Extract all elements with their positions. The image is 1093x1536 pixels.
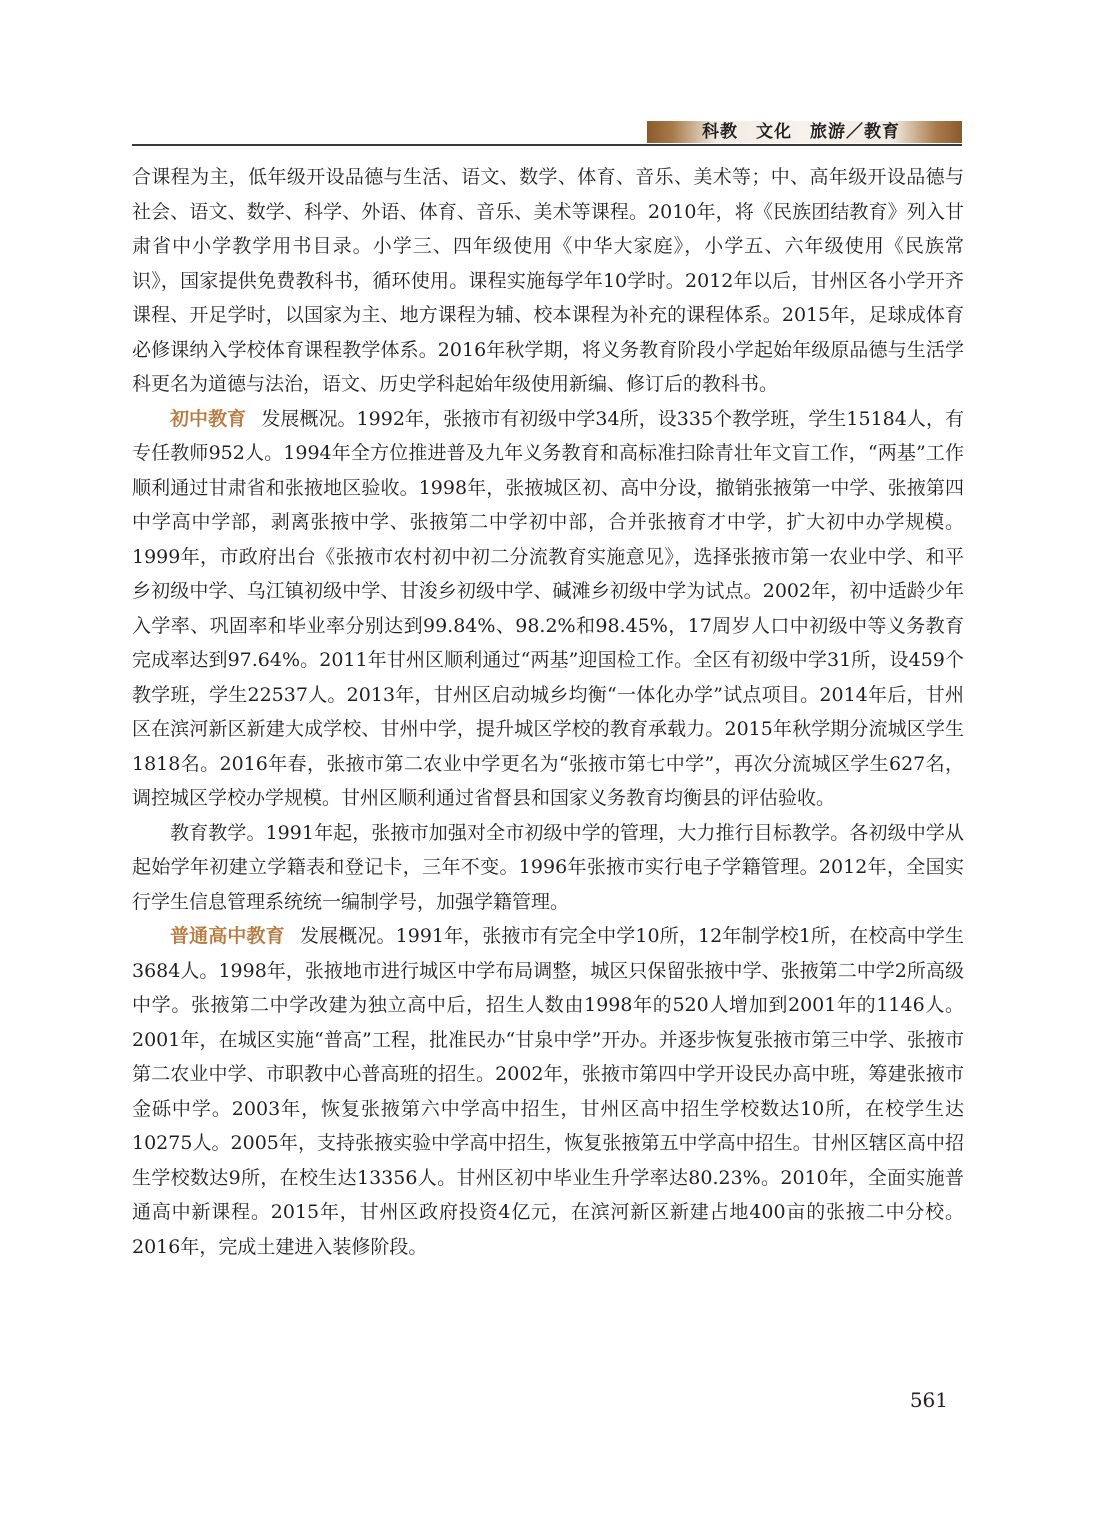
paragraph-text: 发展概况。1992年，张掖市有初级中学34所，设335个教学班，学生15184人，有专任教师952人。1994年全方位推进普及九年义务教育和高标准扫除青壮年文盲工作，“两基”工作顺利通过甘肃省和张掖地区验收。1998年，张掖城区初、高中分设，撤销张掖第一中学、张掖第四中学高中学部，剥离张掖中学、张掖第二中学初中部，合并张掖育才中学，扩大初中办学规模。1999年，市政府出台《张掖市农村初中初二分流教育实施意见》，选择张掖市第一农业中学、和平乡初级中学、乌江镇初级中学、甘浚乡初级中学、碱滩乡初级中学为试点。2002年，初中适龄少年入学率、巩固率和毕业率分别达到99.84%、98.2%和98.45%，17周岁人口中初级中等义务教育完成率达到97.64%。2011年甘州区顺利通过“两基”迎国检工作。全区有初级中学31所，设459个教学班，学生22537人。2013年，甘州区启动城乡均衡“一体化办学”试点项目。2014年后，甘州区在滨河新区新建大成学校、甘州中学，提升城区学校的教育承载力。2015年秋学期分流城区学生1818名。2016年春，张掖市第二农业中学更名为“张掖市第七中学”，再次分流城区学生627名，调控城区学校办学规模。甘州区顺利通过省督县和国家义务教育均衡县的评估验收。 bbox=[132, 407, 964, 809]
paragraph-teaching bbox=[132, 816, 964, 920]
paragraph-text: 教育教学。1991年起，张掖市加强对全市初级中学的管理，大力推行目标教学。各初级中学从起始学年初建立学籍表和登记卡，三年不变。1996年张掖市实行电子学籍管理。2012年，全国实行学生信息管理系统统一编制学号，加强学籍管理。 bbox=[132, 821, 964, 913]
section-keyword: 普通高中教育 bbox=[170, 925, 285, 947]
header-rule bbox=[132, 144, 962, 146]
running-header bbox=[132, 118, 962, 146]
paragraph-curriculum bbox=[132, 160, 964, 402]
section-keyword: 初中教育 bbox=[170, 407, 247, 430]
paragraph-senior-high bbox=[132, 919, 964, 1264]
body-text bbox=[132, 160, 964, 1264]
page-number: 561 bbox=[909, 1388, 948, 1412]
paragraph-junior-high bbox=[132, 402, 964, 816]
paragraph-text: 合课程为主，低年级开设品德与生活、语文、数学、体育、音乐、美术等；中、高年级开设品德与社会、语文、数学、科学、外语、体育、音乐、美术等课程。2010年，将《民族团结教育》列入甘肃省中小学教学用书目录。小学三、四年级使用《中华大家庭》，小学五、六年级使用《民族常识》，国家提供免费教科书，循环使用。课程实施每学年10学时。2012年以后，甘州区各小学开齐课程、开足学时，以国家为主、地方课程为辅、校本课程为补充的课程体系。2015年，足球成体育必修课纳入学校体育课程教学体系。2016年秋学期，将义务教育阶段小学起始年级原品德与生活学科更名为道德与法治，语文、历史学科起始年级使用新编、修订后的教科书。 bbox=[132, 166, 964, 395]
section-title: 科教 文化 旅游／教育 bbox=[702, 122, 900, 142]
paragraph-text: 发展概况。1991年，张掖市有完全中学10所，12年制学校1所，在校高中学生3684人。1998年，张掖地市进行城区中学布局调整，城区只保留张掖中学、张掖第二中学2所高级中学。张掖第二中学改建为独立高中后，招生人数由1998年的520人增加到2001年的1146人。2001年，在城区实施“普高”工程，批准民办“甘泉中学”开办。并逐步恢复张掖市第三中学、张掖市第二农业中学、市职教中心普高班的招生。2002年，张掖市第四中学开设民办高中班，筹建张掖市金砾中学。2003年，恢复张掖第六中学高中招生，甘州区高中招生学校数达10所，在校学生达10275人。2005年，支持张掖实验中学高中招生，恢复张掖第五中学高中招生。甘州区辖区高中招生学校数达9所，在校生达13356人。甘州区初中毕业生升学率达80.23%。2010年，全面实施普通高中新课程。2015年，甘州区政府投资4亿元，在滨河新区新建占地400亩的张掖二中分校。2016年，完成土建进入装修阶段。 bbox=[132, 925, 964, 1258]
